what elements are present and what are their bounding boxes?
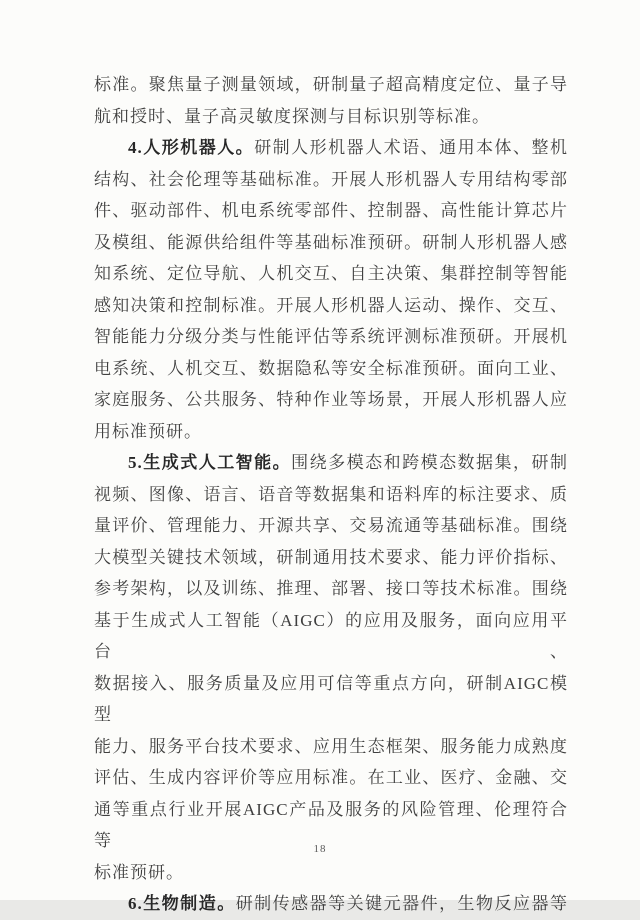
text-line: [94, 573, 568, 605]
text-line: [94, 69, 568, 101]
text-line: [94, 101, 568, 133]
section-4-heading: 4.人形机器人。: [128, 138, 255, 157]
text-line: [94, 510, 568, 542]
text-line-section-6-heading: [94, 888, 568, 920]
text-line-section-5-heading: [94, 447, 568, 479]
line-text: 件、驱动部件、机电系统零部件、控制器、高性能计算芯片: [94, 201, 568, 220]
line-text: 评估、生成内容评价等应用标准。在工业、医疗、金融、交: [94, 768, 568, 787]
line-text: 及模组、能源供给组件等基础标准预研。研制人形机器人感: [94, 232, 568, 252]
line-text: 电系统、人机交互、数据隐私等安全标准预研。面向工业、: [94, 358, 568, 378]
section-5-heading: 5.生成式人工智能。: [128, 453, 292, 472]
text-line: [94, 731, 568, 763]
line-text: 研制传感器等关键元器件，生物反应器等: [235, 894, 569, 913]
text-line: [94, 353, 568, 385]
line-text: 标准预研。: [94, 862, 184, 882]
text-line: [94, 321, 568, 353]
section-6-heading: 6.生物制造。: [128, 894, 236, 913]
text-line: [94, 857, 568, 889]
text-line: [94, 416, 568, 448]
text-line: [94, 762, 568, 794]
line-text: 知系统、定位导航、人机交互、自主决策、集群控制等智能: [94, 264, 568, 283]
text-line: [94, 605, 568, 668]
line-text: 研制人形机器人术语、通用本体、整机: [254, 138, 569, 157]
text-line: [94, 164, 568, 196]
line-text: 基于生成式人工智能（AIGC）的应用及服务，面向应用平台、: [94, 610, 568, 661]
text-line: [94, 258, 568, 290]
text-line: [94, 542, 568, 574]
line-text: 大模型关键技术领域，研制通用技术要求、能力评价指标、: [94, 547, 568, 567]
line-text: 智能能力分级分类与性能评估等系统评测标准预研。开展机: [94, 327, 568, 346]
line-text: 标准。聚焦量子测量领域，研制量子超高精度定位、量子导: [94, 75, 568, 94]
text-line: [94, 195, 568, 227]
line-text: 量评价、管理能力、开源共享、交易流通等基础标准。围绕: [94, 516, 568, 535]
line-text: 数据接入、服务质量及应用可信等重点方向，研制AIGC模型: [94, 673, 568, 724]
document-body: [94, 69, 568, 920]
line-text: 围绕多模态和跨模态数据集，研制: [291, 453, 569, 472]
text-line: [94, 479, 568, 511]
line-text: 家庭服务、公共服务、特种作业等场景，开展人形机器人应: [94, 390, 568, 409]
text-line: [94, 290, 568, 322]
page-number: 18: [313, 843, 327, 855]
line-text: 航和授时、量子高灵敏度探测与目标识别等标准。: [94, 106, 490, 126]
line-text: 能力、服务平台技术要求、应用生态框架、服务能力成熟度: [94, 736, 568, 756]
line-text: 参考架构，以及训练、推理、部署、接口等技术标准。围绕: [94, 579, 568, 598]
text-line: [94, 384, 568, 416]
line-text: 通等重点行业开展AIGC产品及服务的风险管理、伦理符合等: [94, 799, 568, 850]
line-text: 视频、图像、语言、语音等数据集和语料库的标注要求、质: [94, 484, 568, 504]
text-line: [94, 668, 568, 731]
text-line-section-4-heading: [94, 132, 568, 164]
line-text: 结构、社会伦理等基础标准。开展人形机器人专用结构零部: [94, 169, 568, 189]
text-line: [94, 227, 568, 259]
line-text: 用标准预研。: [94, 421, 202, 441]
line-text: 感知决策和控制标准。开展人形机器人运动、操作、交互、: [94, 295, 568, 315]
